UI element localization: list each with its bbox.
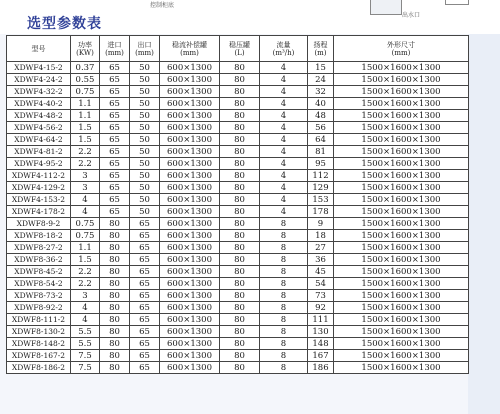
column-header (130, 36, 160, 62)
table-cell: 65 (100, 62, 130, 74)
table-cell: 73 (308, 290, 334, 302)
table-body (7, 62, 469, 374)
table-cell: 1500×1600×1300 (334, 218, 469, 230)
schematic-drawing (370, 0, 402, 15)
table-cell: 80 (220, 362, 260, 374)
table-cell: 600×1300 (160, 350, 220, 362)
table-cell: 80 (220, 338, 260, 350)
table-cell: 80 (220, 98, 260, 110)
table-cell: 65 (100, 170, 130, 182)
table-cell: 178 (308, 206, 334, 218)
table-cell: 65 (130, 254, 160, 266)
model-cell: XDWF4-24-2 (7, 74, 71, 86)
table-cell: 600×1300 (160, 170, 220, 182)
table-cell: 65 (130, 218, 160, 230)
table-cell: 36 (308, 254, 334, 266)
table-cell: 0.37 (71, 62, 100, 74)
table-cell: 1500×1600×1300 (334, 170, 469, 182)
model-cell: XDWF4-153-2 (7, 194, 71, 206)
table-cell: 50 (130, 62, 160, 74)
table-row (7, 278, 469, 290)
column-header (334, 36, 469, 62)
table-cell: 80 (100, 338, 130, 350)
model-cell: XDWF4-15-2 (7, 62, 71, 74)
table-cell: 80 (220, 122, 260, 134)
table-cell: 80 (100, 242, 130, 254)
table-cell: 1500×1600×1300 (334, 338, 469, 350)
table-cell: 65 (100, 122, 130, 134)
table-cell: 600×1300 (160, 338, 220, 350)
table-cell: 80 (220, 74, 260, 86)
column-header-unit: (mm) (135, 48, 154, 57)
table-cell: 8 (260, 254, 308, 266)
table-cell: 600×1300 (160, 158, 220, 170)
table-cell: 1500×1600×1300 (334, 326, 469, 338)
table-cell: 600×1300 (160, 326, 220, 338)
table-row (7, 290, 469, 302)
column-header-unit: (m³/h) (272, 48, 295, 57)
table-cell: 4 (71, 314, 100, 326)
table-cell: 600×1300 (160, 302, 220, 314)
table-row (7, 218, 469, 230)
table-cell: 1500×1600×1300 (334, 134, 469, 146)
table-cell: 80 (100, 230, 130, 242)
model-cell: XDWF8-73-2 (7, 290, 71, 302)
table-cell: 1500×1600×1300 (334, 314, 469, 326)
table-cell: 65 (130, 230, 160, 242)
table-cell: 4 (260, 134, 308, 146)
table-row (7, 122, 469, 134)
table-cell: 600×1300 (160, 254, 220, 266)
table-cell: 65 (130, 302, 160, 314)
table-cell: 0.75 (71, 218, 100, 230)
table-cell: 27 (308, 242, 334, 254)
table-cell: 600×1300 (160, 134, 220, 146)
table-cell: 1500×1600×1300 (334, 350, 469, 362)
table-cell: 600×1300 (160, 242, 220, 254)
table-cell: 600×1300 (160, 182, 220, 194)
column-header-unit: (mm) (105, 48, 124, 57)
table-row (7, 182, 469, 194)
column-header-label: 稳流补偿罐 (172, 40, 207, 49)
table-cell: 1500×1600×1300 (334, 122, 469, 134)
table-cell: 80 (220, 230, 260, 242)
table-cell: 80 (100, 254, 130, 266)
table-cell: 80 (220, 290, 260, 302)
table-cell: 65 (100, 134, 130, 146)
table-cell: 3 (71, 182, 100, 194)
table-cell: 80 (220, 194, 260, 206)
table-cell: 111 (308, 314, 334, 326)
table-cell: 65 (130, 338, 160, 350)
table-cell: 80 (100, 362, 130, 374)
model-cell: XDWF8-92-2 (7, 302, 71, 314)
table-cell: 65 (100, 182, 130, 194)
table-cell: 7.5 (71, 350, 100, 362)
table-cell: 80 (220, 206, 260, 218)
model-cell: XDWF8-111-2 (7, 314, 71, 326)
table-row (7, 242, 469, 254)
table-cell: 5.5 (71, 326, 100, 338)
table-cell: 1500×1600×1300 (334, 86, 469, 98)
table-cell: 32 (308, 86, 334, 98)
column-header (220, 36, 260, 62)
model-cell: XDWF4-64-2 (7, 134, 71, 146)
table-cell: 8 (260, 314, 308, 326)
table-cell: 4 (260, 110, 308, 122)
table-cell: 0.75 (71, 86, 100, 98)
model-cell: XDWF4-81-2 (7, 146, 71, 158)
table-cell: 1500×1600×1300 (334, 278, 469, 290)
table-cell: 80 (220, 110, 260, 122)
table-cell: 3 (71, 170, 100, 182)
table-cell: 80 (100, 266, 130, 278)
table-cell: 80 (100, 302, 130, 314)
table-cell: 80 (220, 254, 260, 266)
table-cell: 600×1300 (160, 74, 220, 86)
schematic-outlet-label: 出水口 (402, 13, 421, 19)
table-cell: 1500×1600×1300 (334, 110, 469, 122)
table-cell: 65 (130, 350, 160, 362)
table-cell: 65 (130, 290, 160, 302)
model-cell: XDWF4-178-2 (7, 206, 71, 218)
table-cell: 9 (308, 218, 334, 230)
table-cell: 8 (260, 266, 308, 278)
table-cell: 4 (260, 62, 308, 74)
table-cell: 1500×1600×1300 (334, 302, 469, 314)
table-cell: 1500×1600×1300 (334, 362, 469, 374)
table-row (7, 230, 469, 242)
table-row (7, 314, 469, 326)
table-cell: 50 (130, 170, 160, 182)
table-cell: 153 (308, 194, 334, 206)
table-cell: 4 (260, 146, 308, 158)
table-cell: 80 (220, 86, 260, 98)
table-cell: 80 (220, 278, 260, 290)
table-cell: 1500×1600×1300 (334, 182, 469, 194)
table-cell: 80 (100, 218, 130, 230)
table-cell: 50 (130, 110, 160, 122)
table-row (7, 62, 469, 74)
table-cell: 186 (308, 362, 334, 374)
table-cell: 54 (308, 278, 334, 290)
table-cell: 1.5 (71, 122, 100, 134)
table-cell: 1.5 (71, 134, 100, 146)
table-row (7, 110, 469, 122)
column-header (308, 36, 334, 62)
table-cell: 3 (71, 290, 100, 302)
table-cell: 81 (308, 146, 334, 158)
column-header-label: 外形尺寸 (387, 40, 415, 49)
table-cell: 65 (100, 110, 130, 122)
table-row (7, 206, 469, 218)
column-header-label: 流量 (276, 40, 291, 49)
table-cell: 4 (260, 182, 308, 194)
table-cell: 1500×1600×1300 (334, 62, 469, 74)
table-cell: 130 (308, 326, 334, 338)
schematic-drawing-detail (445, 0, 469, 5)
table-cell: 50 (130, 194, 160, 206)
table-cell: 48 (308, 110, 334, 122)
table-cell: 65 (100, 98, 130, 110)
table-cell: 600×1300 (160, 314, 220, 326)
table-cell: 1500×1600×1300 (334, 290, 469, 302)
table-cell: 1500×1600×1300 (334, 242, 469, 254)
table-cell: 65 (100, 146, 130, 158)
table-cell: 80 (220, 158, 260, 170)
table-cell: 0.75 (71, 230, 100, 242)
table-cell: 15 (308, 62, 334, 74)
table-row (7, 98, 469, 110)
table-cell: 5.5 (71, 338, 100, 350)
table-cell: 4 (260, 86, 308, 98)
table-cell: 4 (71, 302, 100, 314)
column-header (260, 36, 308, 62)
table-cell: 65 (130, 266, 160, 278)
model-cell: XDWF4-48-2 (7, 110, 71, 122)
table-cell: 50 (130, 74, 160, 86)
table-row (7, 338, 469, 350)
table-row (7, 170, 469, 182)
table-cell: 50 (130, 146, 160, 158)
column-header (71, 36, 100, 62)
table-cell: 80 (220, 266, 260, 278)
model-cell: XDWF8-18-2 (7, 230, 71, 242)
table-cell: 65 (100, 206, 130, 218)
model-cell: XDWF8-45-2 (7, 266, 71, 278)
column-header-unit: (mm) (391, 48, 411, 57)
table-cell: 80 (220, 170, 260, 182)
table-cell: 24 (308, 74, 334, 86)
table-cell: 80 (220, 218, 260, 230)
table-cell: 1500×1600×1300 (334, 206, 469, 218)
table-cell: 92 (308, 302, 334, 314)
table-cell: 600×1300 (160, 266, 220, 278)
table-cell: 8 (260, 242, 308, 254)
table-cell: 65 (100, 158, 130, 170)
table-cell: 80 (220, 302, 260, 314)
table-cell: 65 (100, 194, 130, 206)
table-cell: 65 (130, 362, 160, 374)
table-cell: 80 (100, 326, 130, 338)
table-cell: 64 (308, 134, 334, 146)
table-cell: 1500×1600×1300 (334, 266, 469, 278)
column-header-label: 扬程 (313, 40, 328, 49)
table-cell: 2.2 (71, 158, 100, 170)
model-cell: XDWF8-167-2 (7, 350, 71, 362)
table-row (7, 86, 469, 98)
table-cell: 8 (260, 338, 308, 350)
table-cell: 1.1 (71, 98, 100, 110)
table-row (7, 194, 469, 206)
model-cell: XDWF4-56-2 (7, 122, 71, 134)
table-cell: 1500×1600×1300 (334, 74, 469, 86)
table-cell: 4 (71, 206, 100, 218)
column-header (7, 36, 71, 62)
table-cell: 600×1300 (160, 290, 220, 302)
table-cell: 1.5 (71, 254, 100, 266)
table-cell: 80 (220, 350, 260, 362)
column-header-label: 型号 (31, 44, 46, 53)
table-cell: 1500×1600×1300 (334, 254, 469, 266)
page-margin (468, 34, 500, 414)
table-cell: 80 (100, 314, 130, 326)
table-cell: 50 (130, 158, 160, 170)
table-cell: 65 (100, 86, 130, 98)
table-cell: 65 (130, 242, 160, 254)
table-cell: 80 (100, 290, 130, 302)
table-cell: 8 (260, 326, 308, 338)
table-cell: 65 (130, 326, 160, 338)
table-header-row (7, 36, 469, 62)
model-cell: XDWF4-112-2 (7, 170, 71, 182)
table-cell: 80 (100, 278, 130, 290)
column-header-label: 功率 (78, 40, 92, 49)
table-cell: 167 (308, 350, 334, 362)
model-cell: XDWF8-148-2 (7, 338, 71, 350)
model-cell: XDWF8-186-2 (7, 362, 71, 374)
table-cell: 80 (220, 326, 260, 338)
table-cell: 600×1300 (160, 122, 220, 134)
table-cell: 600×1300 (160, 230, 220, 242)
table-row (7, 302, 469, 314)
table-cell: 50 (130, 134, 160, 146)
table-cell: 50 (130, 182, 160, 194)
table-cell: 65 (130, 278, 160, 290)
table-cell: 0.55 (71, 74, 100, 86)
table-cell: 600×1300 (160, 218, 220, 230)
table-cell: 80 (220, 134, 260, 146)
table-cell: 129 (308, 182, 334, 194)
table-row (7, 326, 469, 338)
table-row (7, 158, 469, 170)
model-cell: XDWF4-40-2 (7, 98, 71, 110)
table-cell: 1500×1600×1300 (334, 146, 469, 158)
table-cell: 4 (71, 194, 100, 206)
table-row (7, 146, 469, 158)
table-cell: 4 (260, 158, 308, 170)
table-cell: 4 (260, 170, 308, 182)
table-cell: 80 (220, 242, 260, 254)
table-cell: 4 (260, 206, 308, 218)
column-header-label: 出口 (137, 40, 152, 49)
table-cell: 600×1300 (160, 146, 220, 158)
model-cell: XDWF4-95-2 (7, 158, 71, 170)
table-cell: 65 (130, 314, 160, 326)
table-cell: 600×1300 (160, 194, 220, 206)
table-cell: 1500×1600×1300 (334, 158, 469, 170)
model-cell: XDWF8-54-2 (7, 278, 71, 290)
table-cell: 600×1300 (160, 278, 220, 290)
table-row (7, 134, 469, 146)
table-cell: 600×1300 (160, 98, 220, 110)
table-row (7, 362, 469, 374)
column-header-label: 进口 (107, 40, 122, 49)
column-header-unit: (m) (314, 48, 327, 57)
model-cell: XDWF8-27-2 (7, 242, 71, 254)
table-cell: 50 (130, 98, 160, 110)
model-cell: XDWF4-129-2 (7, 182, 71, 194)
table-row (7, 254, 469, 266)
table-cell: 148 (308, 338, 334, 350)
table-cell: 1.1 (71, 110, 100, 122)
table-cell: 40 (308, 98, 334, 110)
schematic-caption: 控制柜底 (150, 3, 175, 9)
model-cell: XDWF4-32-2 (7, 86, 71, 98)
table-row (7, 350, 469, 362)
table-cell: 600×1300 (160, 62, 220, 74)
table-cell: 7.5 (71, 362, 100, 374)
table-cell: 600×1300 (160, 110, 220, 122)
table-cell: 8 (260, 290, 308, 302)
column-header-unit: (mm) (180, 48, 199, 57)
table-cell: 80 (220, 314, 260, 326)
table-cell: 1500×1600×1300 (334, 194, 469, 206)
table-cell: 600×1300 (160, 362, 220, 374)
table-row (7, 266, 469, 278)
column-header-label: 稳压罐 (229, 40, 250, 49)
table-cell: 80 (220, 182, 260, 194)
model-cell: XDWF8-9-2 (7, 218, 71, 230)
table-cell: 80 (220, 146, 260, 158)
table-cell: 8 (260, 350, 308, 362)
table-cell: 80 (100, 350, 130, 362)
table-cell: 600×1300 (160, 86, 220, 98)
column-header (100, 36, 130, 62)
table-cell: 112 (308, 170, 334, 182)
model-cell: XDWF8-130-2 (7, 326, 71, 338)
table-cell: 1500×1600×1300 (334, 230, 469, 242)
table-cell: 50 (130, 122, 160, 134)
table-cell: 1.1 (71, 242, 100, 254)
table-cell: 2.2 (71, 146, 100, 158)
table-cell: 50 (130, 206, 160, 218)
table-cell: 8 (260, 218, 308, 230)
table-cell: 4 (260, 98, 308, 110)
table-cell: 8 (260, 230, 308, 242)
model-cell: XDWF8-36-2 (7, 254, 71, 266)
column-header (160, 36, 220, 62)
table-cell: 45 (308, 266, 334, 278)
table-cell: 2.2 (71, 278, 100, 290)
column-header-unit: (KW) (76, 48, 94, 57)
table-row (7, 74, 469, 86)
table-cell: 2.2 (71, 266, 100, 278)
table-cell: 50 (130, 86, 160, 98)
table-cell: 18 (308, 230, 334, 242)
table-cell: 1500×1600×1300 (334, 98, 469, 110)
table-cell: 95 (308, 158, 334, 170)
column-header-unit: (L) (234, 48, 245, 57)
table-cell: 80 (220, 62, 260, 74)
table-cell: 4 (260, 74, 308, 86)
page-title: 选型参数表 (27, 16, 102, 32)
selection-parameter-table (6, 35, 469, 374)
table-cell: 8 (260, 278, 308, 290)
table-cell: 56 (308, 122, 334, 134)
table-cell: 4 (260, 194, 308, 206)
table-cell: 4 (260, 122, 308, 134)
table-cell: 65 (100, 74, 130, 86)
table-cell: 8 (260, 302, 308, 314)
table-cell: 600×1300 (160, 206, 220, 218)
table-cell: 8 (260, 362, 308, 374)
